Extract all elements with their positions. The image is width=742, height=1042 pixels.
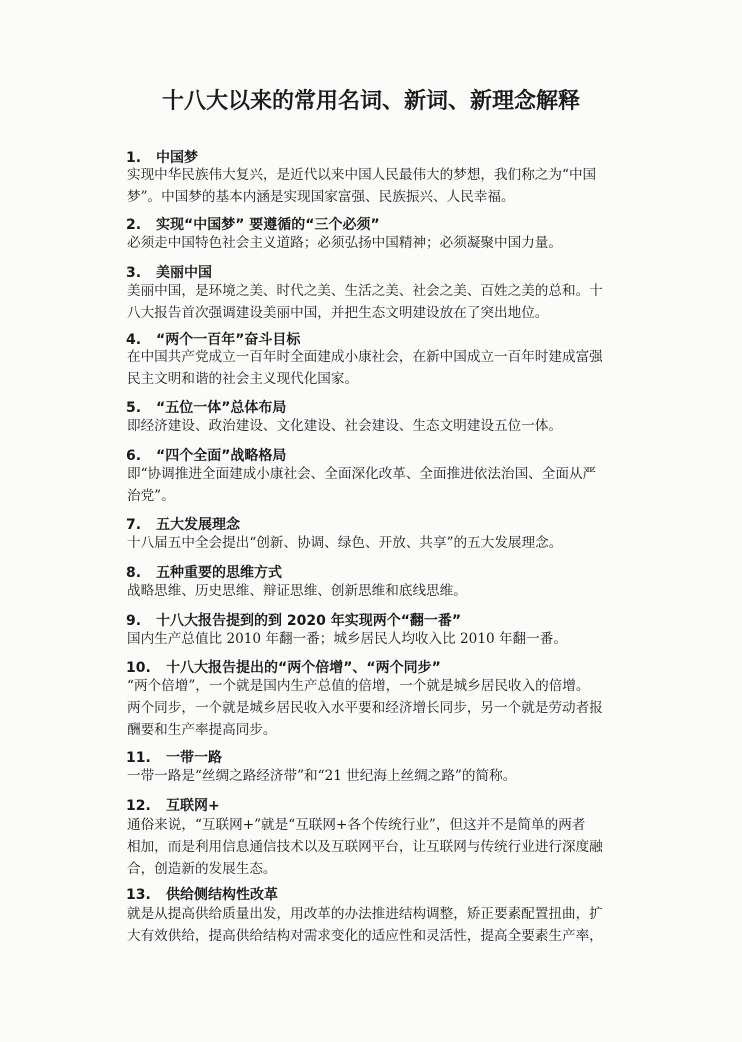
item-heading: 7. 五大发展理念 <box>126 517 240 533</box>
item-body: 一带一路是“丝绸之路经济带”和“21 世纪海上丝绸之路”的简称。 <box>127 768 517 784</box>
item-heading: 13. 供给侧结构性改革 <box>126 887 278 903</box>
item-heading: 5. “五位一体”总体布局 <box>126 400 287 416</box>
item-heading: 12. 互联网+ <box>126 798 220 814</box>
item-heading: 9. 十八大报告提到的到 2020 年实现两个“翻一番” <box>126 613 462 629</box>
page-title: 十八大以来的常用名词、新词、新理念解释 <box>161 89 580 114</box>
item-body: 通俗来说，“互联网+”就是“互联网+各个传统行业”，但这并不是简单的两者 相加，而是利用信息通信技术以及互联网平台，让互联网与传统行业进行深度融 合，创造新的发展生态。 <box>127 817 603 877</box>
item-body: 战略思维、历史思维、辩证思维、创新思维和底线思维。 <box>127 583 467 599</box>
item-heading: 8. 五种重要的思维方式 <box>126 565 282 581</box>
item-heading: 6. “四个全面”战略格局 <box>126 448 287 464</box>
item-heading: 10. 十八大报告提出的“两个倍增”、“两个同步” <box>126 660 441 676</box>
item-body: “两个倍增”，一个就是国内生产总值的倍增，一个就是城乡居民收入的倍增。 两个同步，一个就是城乡居民收入水平要和经济增长同步，另一个就是劳动者报 酬要和生产率提高同步。 <box>127 678 603 738</box>
item-body: 实现中华民族伟大复兴，是近代以来中国人民最伟大的梦想，我们称之为“中国 梦”。中国梦的基本内涵是实现国家富强、民族振兴、人民幸福。 <box>127 167 597 205</box>
item-heading: 11. 一带一路 <box>126 750 222 766</box>
item-heading: 3. 美丽中国 <box>126 265 212 281</box>
item-body: 即“协调推进全面建成小康社会、全面深化改革、全面推进依法治国、全面从严 治党”。 <box>127 466 597 504</box>
item-body: 十八届五中全会提出“创新、协调、绿色、开放、共享”的五大发展理念。 <box>127 535 563 551</box>
item-heading: 2. 实现“中国梦” 要遵循的“三个必须” <box>126 217 380 233</box>
item-body: 就是从提高供给质量出发，用改革的办法推进结构调整，矫正要素配置扭曲，扩 大有效供给，提高供给结构对需求变化的适应性和灵活性，提高全要素生产率， <box>127 906 603 944</box>
item-heading: 4. “两个一百年”奋斗目标 <box>126 332 301 348</box>
item-heading: 1. 中国梦 <box>126 150 198 166</box>
item-body: 即经济建设、政治建设、文化建设、社会建设、生态文明建设五位一体。 <box>127 418 562 434</box>
item-body: 国内生产总值比 2010 年翻一番；城乡居民人均收入比 2010 年翻一番。 <box>127 631 567 647</box>
item-body: 美丽中国，是环境之美、时代之美、生活之美、社会之美、百姓之美的总和。十 八大报告首次强调建设美丽中国，并把生态文明建设放在了突出地位。 <box>127 283 603 321</box>
item-body: 必须走中国特色社会主义道路；必须弘扬中国精神；必须凝聚中国力量。 <box>127 235 562 251</box>
item-body: 在中国共产党成立一百年时全面建成小康社会，在新中国成立一百年时建成富强 民主文明和谐的社会主义现代化国家。 <box>127 349 603 387</box>
